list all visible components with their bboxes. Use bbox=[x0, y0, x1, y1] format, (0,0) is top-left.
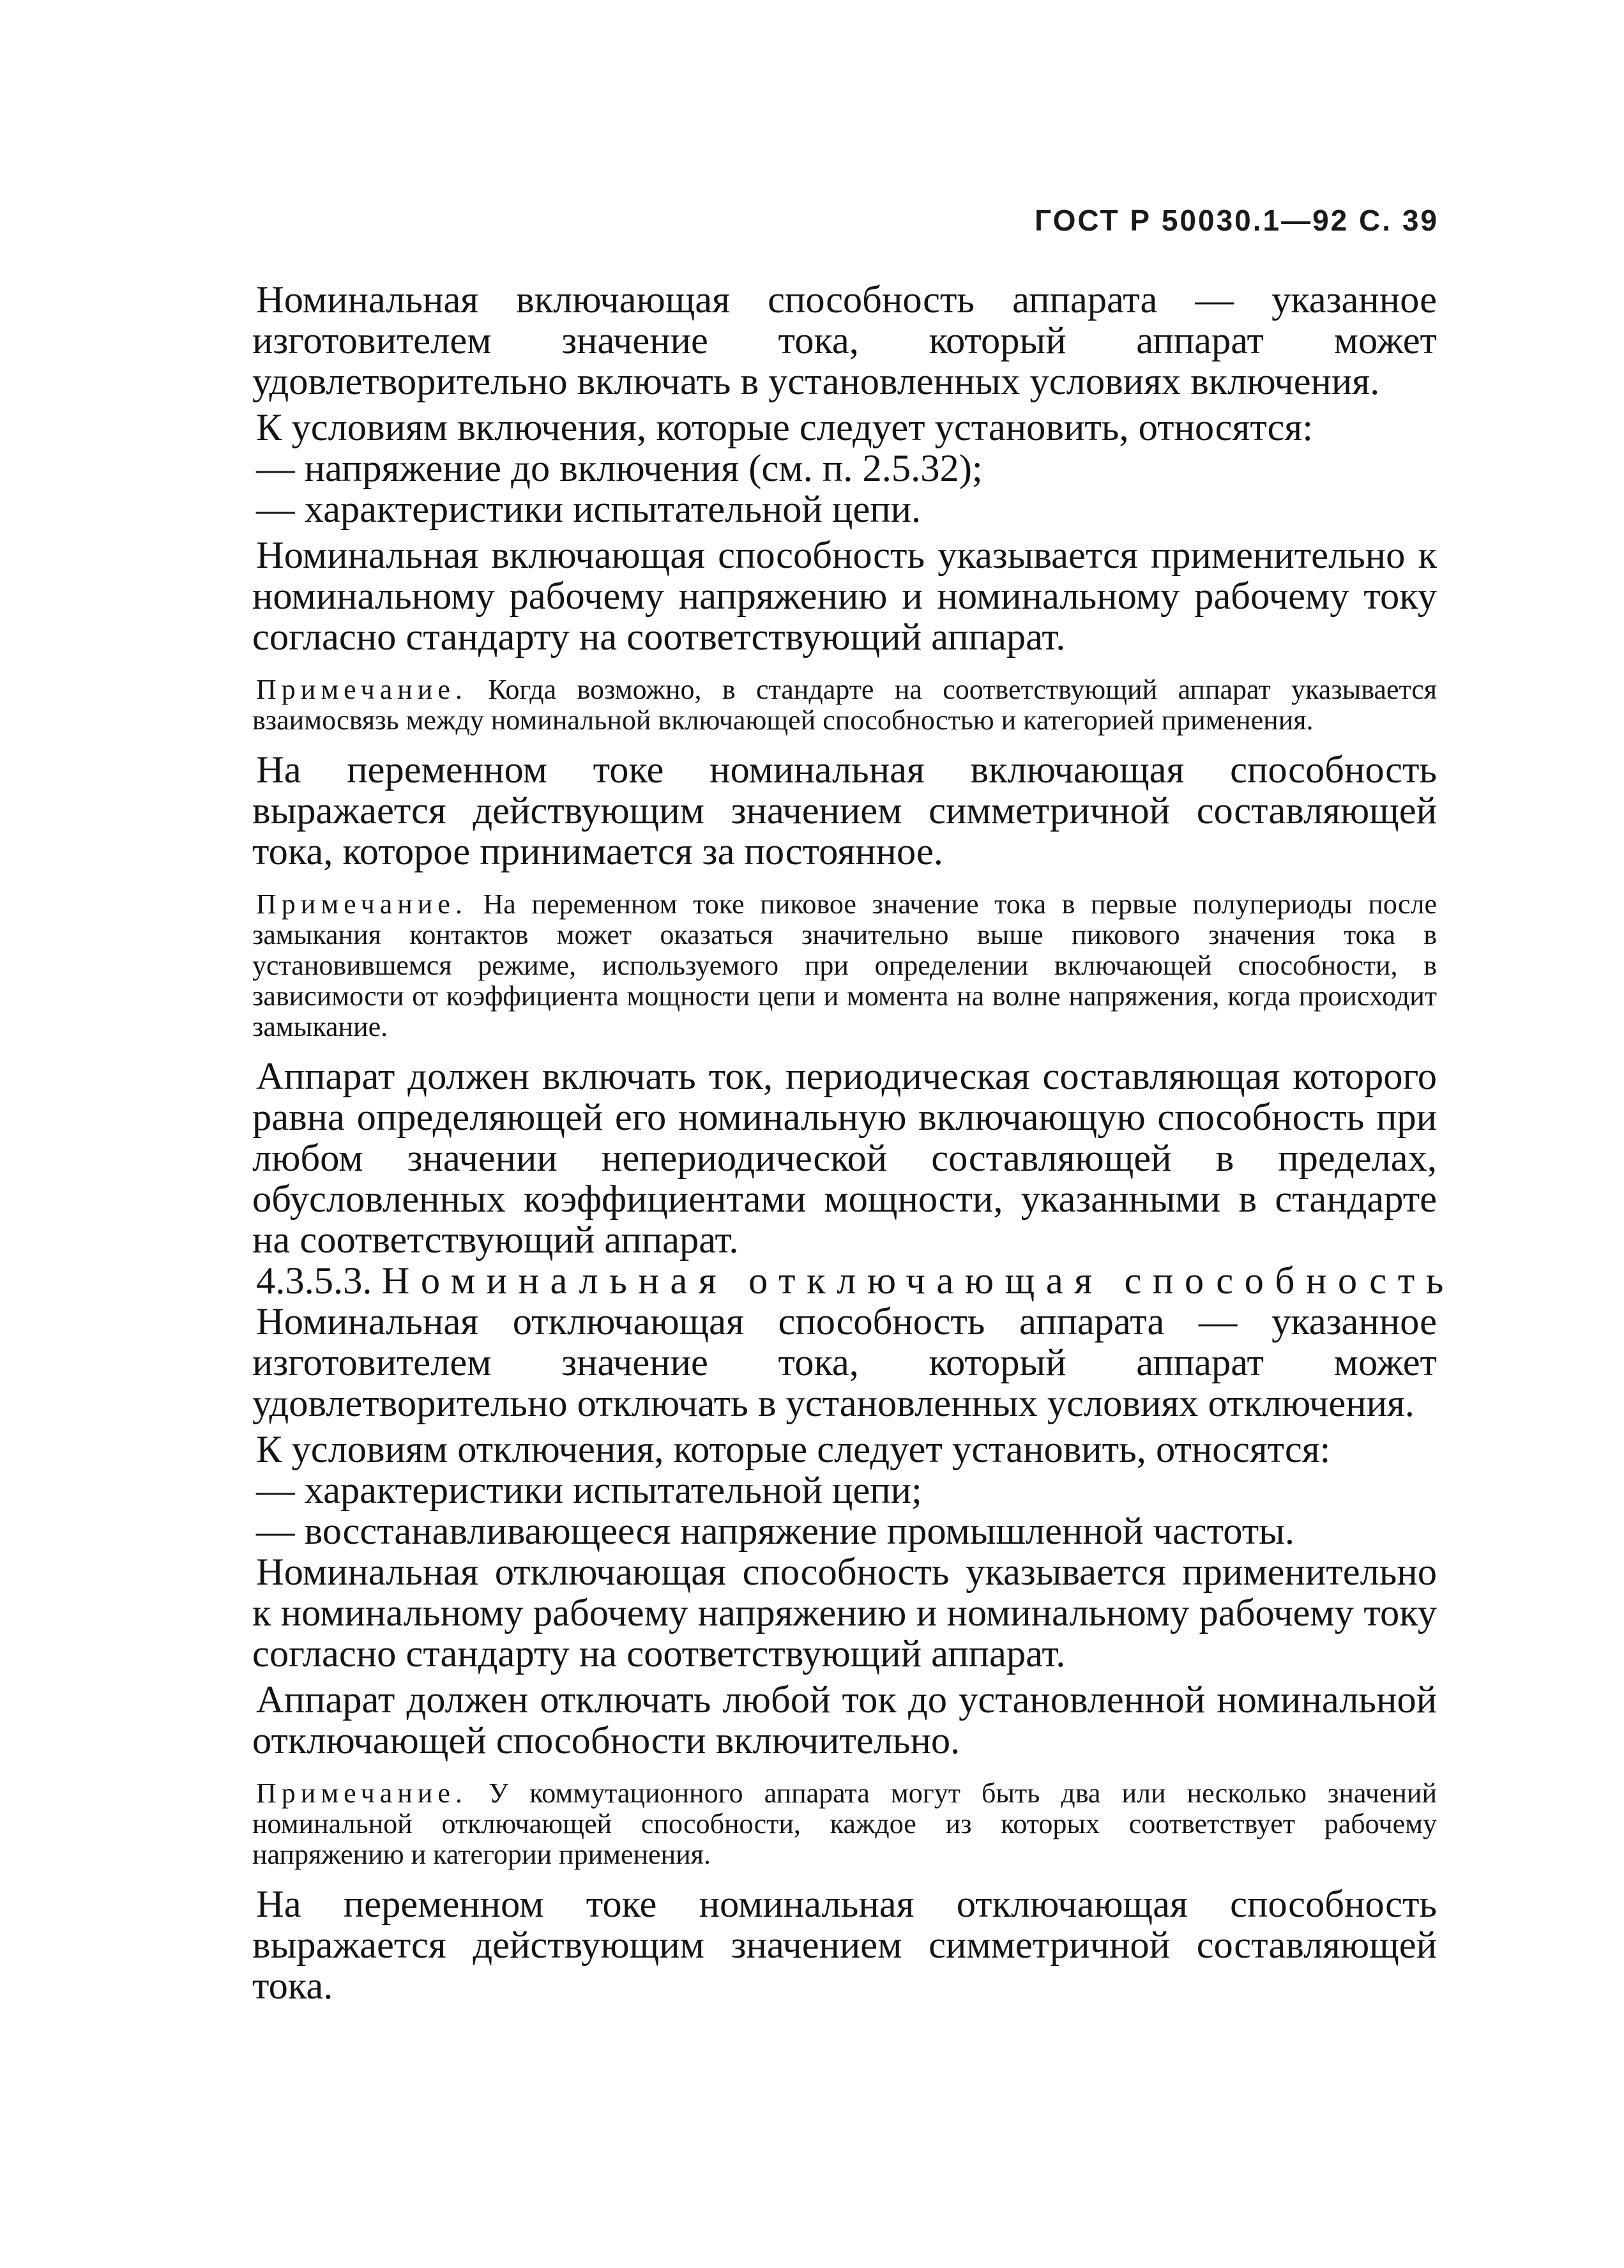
paragraph: Аппарат должен включать ток, периодическая составляющая которого равна определяющей его номинальную включающую способность при любом значении непериодической составляющей в пределах, обусловленных коэффициентами мощности, указанными в стандарте на соответствующий аппарат. bbox=[252, 1055, 1437, 1261]
section-heading bbox=[252, 1260, 1455, 1302]
page-header: ГОСТ Р 50030.1—92 С. 39 bbox=[1035, 204, 1439, 237]
paragraph: Номинальная отключающая способность указывается применительно к номинальному рабочему напряжению и номинальному рабочему току согласно стандарту на соответствующий аппарат. bbox=[252, 1551, 1437, 1675]
note-label: Примечание. bbox=[256, 674, 467, 705]
paragraph: К условиям отключения, которые следует установить, относятся: bbox=[256, 1428, 1331, 1471]
paragraph: Номинальная включающая способность аппарата — указанное изготовителем значение тока, который аппарат может удовлетворительно включать в установленных условиях включения. bbox=[252, 278, 1437, 403]
note bbox=[252, 1778, 1437, 1870]
paragraph: Аппарат должен отключать любой ток до установленной номинальной отключающей способности включительно. bbox=[252, 1678, 1437, 1762]
paragraph: Номинальная включающая способность указывается применительно к номинальному рабочему напряжению и номинальному рабочему току согласно стандарту на соответствующий аппарат. bbox=[252, 534, 1437, 658]
paragraph: На переменном токе номинальная отключающая способность выражается действующим значением симметричной составляющей тока. bbox=[252, 1883, 1437, 2007]
note-label: Примечание. bbox=[256, 888, 467, 920]
paragraph: На переменном токе номинальная включающая способность выражается действующим значением симметричной составляющей тока, которое принимается за постоянное. bbox=[252, 749, 1437, 873]
paragraph: Номинальная отключающая способность аппарата — указанное изготовителем значение тока, который аппарат может удовлетворительно отключать в установленных условиях отключения. bbox=[252, 1300, 1437, 1425]
section-number: 4.3.5.3. bbox=[256, 1260, 372, 1302]
section-title: Номинальная отключающая способность bbox=[381, 1260, 1455, 1302]
document-body bbox=[252, 278, 1455, 2007]
note-text: У коммутационного аппарата могут быть два или несколько значений номинальной отключающей способности, каждое из которых соответствует рабочему напряжению и категории применения. bbox=[252, 1777, 1438, 1870]
note-label: Примечание. bbox=[256, 1777, 467, 1809]
note-text: Когда возможно, в стандарте на соответствующий аппарат указывается взаимосвязь между номинальной включающей способностью и категорией применения. bbox=[252, 674, 1438, 736]
note bbox=[252, 674, 1437, 736]
list-item: — характеристики испытательной цепи. bbox=[256, 488, 922, 531]
list-item: — характеристики испытательной цепи; bbox=[256, 1469, 922, 1512]
list-item: — восстанавливающееся напряжение промышленной частоты. bbox=[256, 1510, 1294, 1553]
paragraph: К условиям включения, которые следует установить, относятся: bbox=[256, 406, 1314, 449]
note-text: На переменном токе пиковое значение тока в первые полупериоды после замыкания контактов может оказаться значительно выше пикового значения тока в установившемся режиме, используемого при определении включающей способности, в зависимости от коэффициента мощности цепи и момента на волне напряжения, когда происходит замыкание. bbox=[252, 888, 1438, 1042]
note bbox=[252, 889, 1437, 1042]
list-item: — напряжение до включения (см. п. 2.5.32); bbox=[256, 447, 983, 490]
